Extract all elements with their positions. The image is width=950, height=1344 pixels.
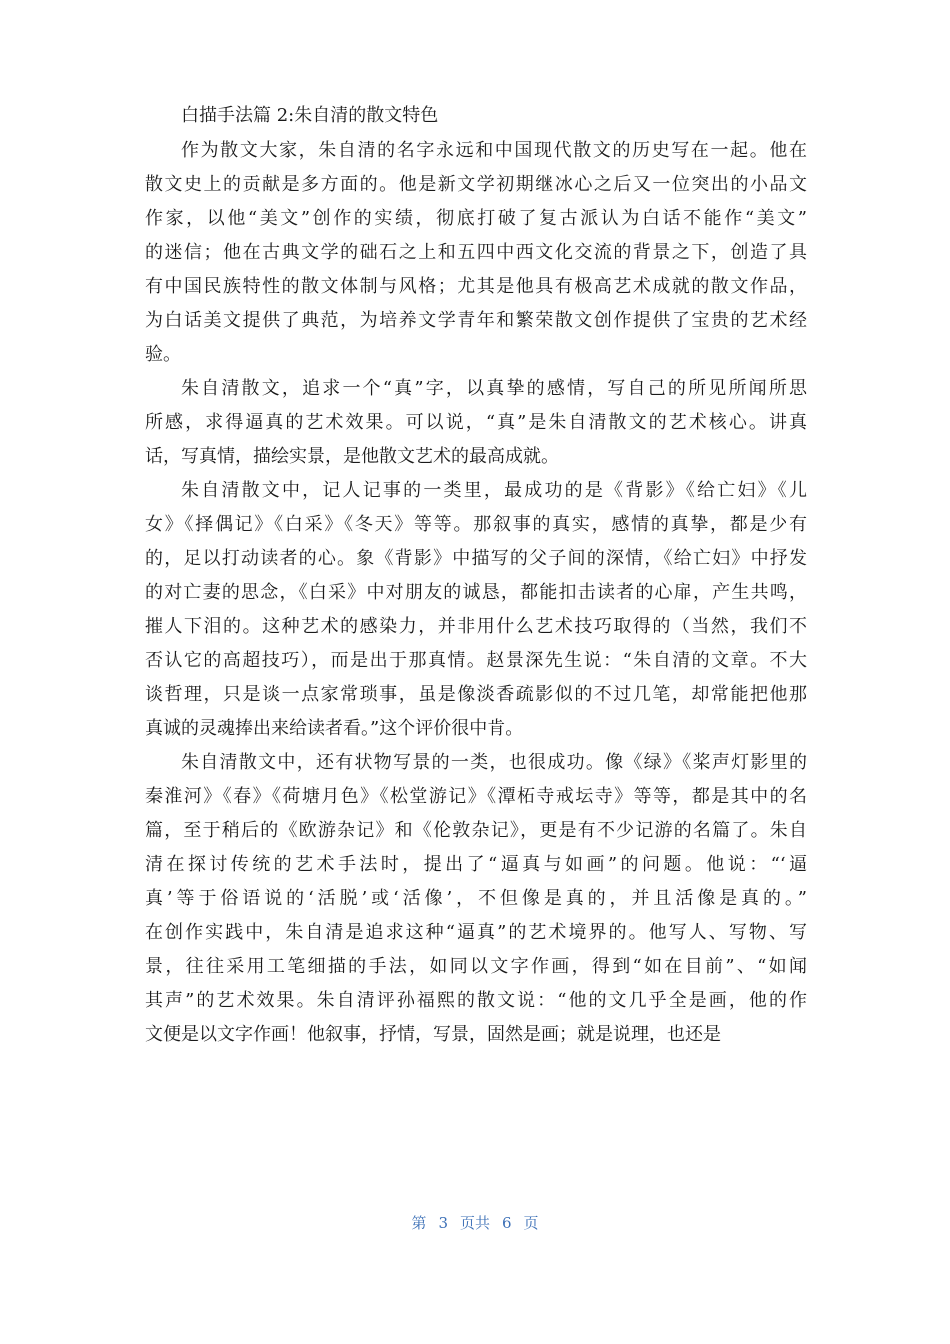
text-line: 作为散文大家，朱自清的名字永远和中国现代散文的历史写在一起。他在	[181, 140, 807, 161]
footer-label-ye: 页	[523, 1214, 539, 1232]
text-line: 作家，以他“美文”创作的实绩，彻底打破了复古派认为白话不能作“美文”	[145, 208, 807, 229]
text-line: 话，写真情，描绘实景，是他散文艺术的最高成就。	[145, 446, 559, 467]
text-line: 的对亡妻的思念，《白采》中对朋友的诚恳，都能扣击读者的心扉，产生共鸣，	[145, 582, 807, 603]
text-line: 朱自清散文中，还有状物写景的一类，也很成功。像《绿》《桨声灯影里的	[181, 752, 807, 773]
footer-page-current: 3	[438, 1214, 448, 1232]
paragraph	[145, 134, 807, 372]
text-line: 女》《择偶记》《白采》《冬天》等等。那叙事的真实，感情的真挚，都是少有	[145, 514, 807, 535]
text-line: 为白话美文提供了典范，为培养文学青年和繁荣散文创作提供了宝贵的艺术经	[145, 310, 807, 331]
footer-label-di: 第	[411, 1214, 427, 1232]
text-line: 验。	[145, 344, 181, 365]
paragraph-list	[145, 134, 807, 1052]
text-line: 朱自清散文，追求一个“真”字，以真挚的感情，写自己的所见所闻所思	[181, 378, 807, 399]
text-line: 谈哲理，只是谈一点家常琐事，虽是像淡香疏影似的不过几笔，却常能把他那	[145, 684, 807, 705]
footer-label-ye-gong: 页共	[459, 1214, 490, 1232]
text-line: 有中国民族特性的散文体制与风格；尤其是他具有极高艺术成就的散文作品，	[145, 276, 807, 297]
text-line: 在创作实践中，朱自清是追求这种“逼真”的艺术境界的。他写人、写物、写	[145, 922, 807, 943]
text-line: 的迷信；他在古典文学的础石之上和五四中西文化交流的背景之下，创造了具	[145, 242, 807, 263]
text-line: 摧人下泪的。这种艺术的感染力，并非用什么艺术技巧取得的（当然，我们不	[145, 616, 807, 637]
text-line: 真’等于俗语说的‘活脱’或‘活像’，不但像是真的，并且活像是真的。”	[145, 888, 807, 909]
page-footer	[0, 1212, 950, 1233]
text-line: 清在探讨传统的艺术手法时，提出了“逼真与如画”的问题。他说：“‘逼	[145, 854, 807, 875]
text-line: 秦淮河》《春》《荷塘月色》《松堂游记》《潭柘寺戒坛寺》等等，都是其中的名	[145, 786, 807, 807]
text-line: 其声”的艺术效果。朱自清评孙福熙的散文说：“他的文几乎全是画，他的作	[145, 990, 807, 1011]
text-line: 篇，至于稍后的《欧游杂记》和《伦敦杂记》，更是有不少记游的名篇了。朱自	[145, 820, 807, 841]
text-line: 所感，求得逼真的艺术效果。可以说，“真”是朱自清散文的艺术核心。讲真	[145, 412, 807, 433]
footer-page-total: 6	[502, 1214, 512, 1232]
paragraph	[145, 746, 807, 1052]
paragraph	[145, 372, 807, 474]
text-line: 景，往往采用工笔细描的手法，如同以文字作画，得到“如在目前”、“如闻	[145, 956, 807, 977]
text-line: 的，足以打动读者的心。象《背影》中描写的父子间的深情，《给亡妇》中抒发	[145, 548, 807, 569]
text-line: 朱自清散文中，记人记事的一类里，最成功的是《背影》《给亡妇》《儿	[181, 480, 807, 501]
text-line: 文便是以文字作画！他叙事，抒情，写景，固然是画；就是说理，也还是	[145, 1024, 721, 1045]
text-line: 真诚的灵魂捧出来给读者看。”这个评价很中肯。	[145, 718, 524, 739]
document-body	[145, 98, 807, 1052]
section-heading: 白描手法篇 2:朱自清的散文特色	[181, 105, 439, 126]
paragraph	[145, 474, 807, 746]
text-line: 否认它的高超技巧），而是出于那真情。赵景深先生说：“朱自清的文章。不大	[145, 650, 807, 671]
text-line: 散文史上的贡献是多方面的。他是新文学初期继冰心之后又一位突出的小品文	[145, 174, 807, 195]
